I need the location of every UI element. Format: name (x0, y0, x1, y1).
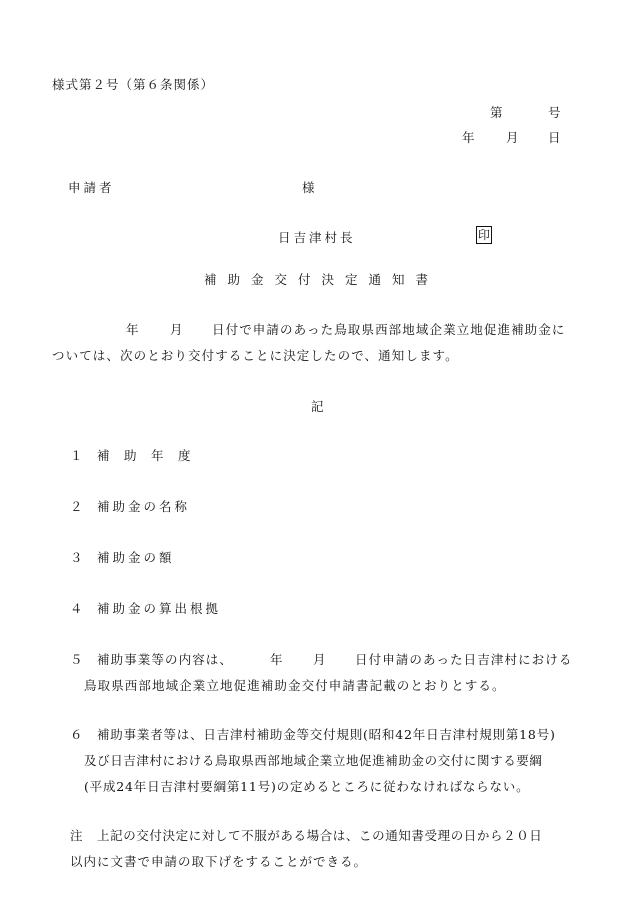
seal-stamp: 印 (477, 228, 490, 242)
item-6-line2: 及び日吉津村における鳥取県西部地域企業立地促進補助金の交付に関する要綱 (84, 753, 543, 768)
date-year: 年 (462, 130, 476, 145)
document-title: 補助金交付決定通知書 (204, 272, 440, 287)
item-3-num: ３ (70, 550, 84, 565)
item-1-num: １ (70, 448, 84, 463)
item-1-text: 補 助 年 度 (97, 448, 192, 463)
item-5-month: 月 (313, 652, 327, 667)
item-3-text: 補助金の額 (97, 550, 175, 565)
doc-number-dai: 第 (490, 105, 504, 120)
note-label: 注 (70, 828, 84, 843)
note-line1: 上記の交付決定に対して不服がある場合は、この通知書受理の日から２０日 (97, 828, 543, 843)
intro-line2: ついては、次のとおり交付することに決定したので、通知します。 (52, 348, 459, 363)
ki-heading: 記 (311, 399, 325, 414)
intro-line1-rest: 日付で申請のあった鳥取県西部地域企業立地促進補助金に (212, 322, 566, 337)
form-label: 様式第２号（第６条関係） (52, 77, 215, 92)
item-2-num: ２ (70, 499, 84, 514)
item-6-line1: 補助事業者等は、日吉津村補助金等交付規則(昭和42年日吉津村規則第18号) (97, 727, 556, 742)
item-4-text: 補助金の算出根拠 (97, 601, 222, 616)
doc-number-go: 号 (548, 105, 562, 120)
item-5-text-a: 補助事業等の内容は、 (97, 652, 234, 667)
intro-year: 年 (126, 322, 140, 337)
item-6-line3: (平成24年日吉津村要綱第11号)の定めるところに従わなければならない。 (84, 779, 530, 794)
item-5-text-b: 日付申請のあった日吉津村における (355, 652, 573, 667)
item-4-num: ４ (70, 601, 84, 616)
item-2-text: 補助金の名称 (97, 499, 191, 514)
intro-month: 月 (170, 322, 184, 337)
applicant-honorific: 様 (302, 180, 316, 195)
item-5-num: ５ (70, 652, 84, 667)
date-day: 日 (548, 130, 562, 145)
applicant-label: 申請者 (68, 180, 115, 195)
item-5-year: 年 (270, 652, 284, 667)
item-5-line2: 鳥取県西部地域企業立地促進補助金交付申請書記載のとおりとする。 (84, 678, 506, 693)
issuer-name: 日吉津村長 (278, 230, 356, 245)
item-6-num: ６ (70, 727, 84, 742)
note-line2: 以内に文書で申請の取下げをすることができる。 (70, 854, 368, 869)
date-month: 月 (506, 130, 520, 145)
